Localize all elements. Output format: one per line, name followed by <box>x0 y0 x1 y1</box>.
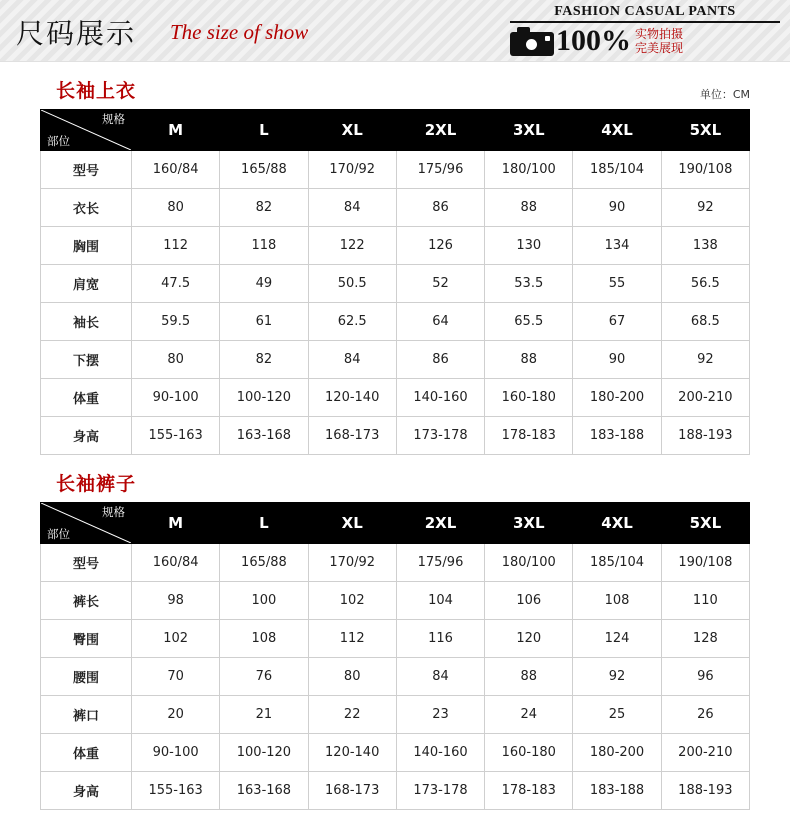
table-cell: 68.5 <box>661 303 749 341</box>
table-corner-cell <box>41 503 132 544</box>
badge-line-2: 完美展现 <box>635 41 684 55</box>
table-cell: 160/84 <box>132 151 220 189</box>
table-cell: 53.5 <box>485 265 573 303</box>
table-cell: 190/108 <box>661 544 749 582</box>
table-cell: 165/88 <box>220 151 308 189</box>
table-cell: 124 <box>573 620 661 658</box>
table-cell: 100-120 <box>220 379 308 417</box>
table-cell: 90-100 <box>132 734 220 772</box>
table-row <box>41 341 750 379</box>
table-cell: 84 <box>308 189 396 227</box>
table-cell: 168-173 <box>308 417 396 455</box>
row-label: 身高 <box>41 417 132 455</box>
table-cell: 160-180 <box>485 379 573 417</box>
section-tops <box>0 62 790 455</box>
table-cell: 20 <box>132 696 220 734</box>
page-title: 尺码展示 <box>16 17 137 50</box>
table-cell: 168-173 <box>308 772 396 810</box>
table-header-row <box>41 503 750 544</box>
table-cell: 55 <box>573 265 661 303</box>
table-cell: 108 <box>220 620 308 658</box>
table-cell: 200-210 <box>661 734 749 772</box>
row-label: 下摆 <box>41 341 132 379</box>
page-banner <box>0 0 790 62</box>
table-cell: 140-160 <box>396 734 484 772</box>
badge-line-1: 实物拍摄 <box>635 27 684 41</box>
row-label: 裤口 <box>41 696 132 734</box>
table-row <box>41 696 750 734</box>
table-cell: 26 <box>661 696 749 734</box>
table-cell: 118 <box>220 227 308 265</box>
row-label: 袖长 <box>41 303 132 341</box>
col-header-4xl: 4XL <box>573 110 661 151</box>
col-header-4xl: 4XL <box>573 503 661 544</box>
percent-label: 100% <box>556 24 631 57</box>
corner-label-part: 部位 <box>47 134 70 148</box>
table-row <box>41 544 750 582</box>
table-cell: 134 <box>573 227 661 265</box>
table-cell: 84 <box>396 658 484 696</box>
col-header-m: M <box>132 503 220 544</box>
size-table-pants <box>40 502 750 810</box>
table-cell: 70 <box>132 658 220 696</box>
table-cell: 188-193 <box>661 772 749 810</box>
table-cell: 23 <box>396 696 484 734</box>
row-label: 胸围 <box>41 227 132 265</box>
table-row <box>41 303 750 341</box>
row-label: 体重 <box>41 734 132 772</box>
table-cell: 180/100 <box>485 544 573 582</box>
table-cell: 128 <box>661 620 749 658</box>
table-cell: 82 <box>220 341 308 379</box>
table-cell: 173-178 <box>396 772 484 810</box>
col-header-3xl: 3XL <box>485 503 573 544</box>
table-header-row <box>41 110 750 151</box>
table-row <box>41 189 750 227</box>
table-cell: 92 <box>661 189 749 227</box>
table-cell: 120 <box>485 620 573 658</box>
corner-label-part: 部位 <box>47 527 70 541</box>
table-cell: 92 <box>573 658 661 696</box>
table-corner-cell <box>41 110 132 151</box>
table-cell: 180-200 <box>573 734 661 772</box>
row-label: 肩宽 <box>41 265 132 303</box>
table-cell: 82 <box>220 189 308 227</box>
col-header-5xl: 5XL <box>661 503 749 544</box>
table-cell: 106 <box>485 582 573 620</box>
table-cell: 88 <box>485 189 573 227</box>
table-cell: 188-193 <box>661 417 749 455</box>
table-row <box>41 417 750 455</box>
table-cell: 61 <box>220 303 308 341</box>
row-label: 衣长 <box>41 189 132 227</box>
table-cell: 47.5 <box>132 265 220 303</box>
banner-badge <box>510 4 780 58</box>
unit-label-tops: 单位：CM <box>699 88 750 101</box>
section-pants <box>0 455 790 810</box>
table-cell: 138 <box>661 227 749 265</box>
table-cell: 116 <box>396 620 484 658</box>
table-cell: 50.5 <box>308 265 396 303</box>
table-cell: 190/108 <box>661 151 749 189</box>
table-cell: 120-140 <box>308 379 396 417</box>
table-cell: 175/96 <box>396 544 484 582</box>
table-cell: 130 <box>485 227 573 265</box>
fashion-caption: FASHION CASUAL PANTS <box>510 4 780 23</box>
row-label: 裤长 <box>41 582 132 620</box>
section-title-tops: 长袖上衣 <box>56 80 137 102</box>
table-cell: 200-210 <box>661 379 749 417</box>
table-cell: 67 <box>573 303 661 341</box>
table-cell: 108 <box>573 582 661 620</box>
table-cell: 112 <box>308 620 396 658</box>
row-label: 身高 <box>41 772 132 810</box>
table-cell: 165/88 <box>220 544 308 582</box>
page-subtitle: The size of show <box>170 20 309 44</box>
table-cell: 92 <box>661 341 749 379</box>
table-cell: 120-140 <box>308 734 396 772</box>
table-row <box>41 734 750 772</box>
table-cell: 24 <box>485 696 573 734</box>
table-row <box>41 151 750 189</box>
table-cell: 183-188 <box>573 417 661 455</box>
table-cell: 104 <box>396 582 484 620</box>
table-cell: 56.5 <box>661 265 749 303</box>
table-cell: 98 <box>132 582 220 620</box>
col-header-l: L <box>220 503 308 544</box>
table-cell: 86 <box>396 189 484 227</box>
camera-icon <box>510 26 554 56</box>
table-cell: 180/100 <box>485 151 573 189</box>
table-cell: 126 <box>396 227 484 265</box>
table-cell: 110 <box>661 582 749 620</box>
table-cell: 84 <box>308 341 396 379</box>
table-cell: 52 <box>396 265 484 303</box>
row-label: 体重 <box>41 379 132 417</box>
table-cell: 80 <box>308 658 396 696</box>
col-header-5xl: 5XL <box>661 110 749 151</box>
table-cell: 173-178 <box>396 417 484 455</box>
corner-label-spec: 规格 <box>102 112 125 126</box>
col-header-xl: XL <box>308 110 396 151</box>
row-label: 腰围 <box>41 658 132 696</box>
table-cell: 21 <box>220 696 308 734</box>
table-cell: 49 <box>220 265 308 303</box>
row-label: 型号 <box>41 544 132 582</box>
table-row <box>41 265 750 303</box>
table-cell: 160/84 <box>132 544 220 582</box>
table-cell: 112 <box>132 227 220 265</box>
table-cell: 175/96 <box>396 151 484 189</box>
table-cell: 90 <box>573 189 661 227</box>
table-cell: 160-180 <box>485 734 573 772</box>
table-cell: 163-168 <box>220 772 308 810</box>
table-cell: 185/104 <box>573 544 661 582</box>
table-cell: 163-168 <box>220 417 308 455</box>
table-cell: 140-160 <box>396 379 484 417</box>
table-cell: 86 <box>396 341 484 379</box>
table-cell: 22 <box>308 696 396 734</box>
table-cell: 62.5 <box>308 303 396 341</box>
table-cell: 100 <box>220 582 308 620</box>
table-cell: 178-183 <box>485 417 573 455</box>
table-row <box>41 379 750 417</box>
col-header-xl: XL <box>308 503 396 544</box>
table-cell: 102 <box>132 620 220 658</box>
table-cell: 183-188 <box>573 772 661 810</box>
table-cell: 90-100 <box>132 379 220 417</box>
table-row <box>41 658 750 696</box>
table-row <box>41 772 750 810</box>
table-cell: 90 <box>573 341 661 379</box>
table-cell: 178-183 <box>485 772 573 810</box>
table-cell: 88 <box>485 658 573 696</box>
table-cell: 65.5 <box>485 303 573 341</box>
table-row <box>41 582 750 620</box>
table-cell: 80 <box>132 341 220 379</box>
section-title-pants: 长袖裤子 <box>56 473 137 495</box>
row-label: 臀围 <box>41 620 132 658</box>
table-cell: 102 <box>308 582 396 620</box>
table-cell: 88 <box>485 341 573 379</box>
size-table-tops <box>40 109 750 455</box>
table-cell: 185/104 <box>573 151 661 189</box>
table-cell: 170/92 <box>308 151 396 189</box>
table-cell: 100-120 <box>220 734 308 772</box>
col-header-l: L <box>220 110 308 151</box>
table-cell: 122 <box>308 227 396 265</box>
table-row <box>41 227 750 265</box>
table-cell: 96 <box>661 658 749 696</box>
table-cell: 80 <box>132 189 220 227</box>
table-cell: 155-163 <box>132 772 220 810</box>
table-cell: 64 <box>396 303 484 341</box>
table-cell: 170/92 <box>308 544 396 582</box>
table-cell: 25 <box>573 696 661 734</box>
table-cell: 76 <box>220 658 308 696</box>
col-header-3xl: 3XL <box>485 110 573 151</box>
table-cell: 59.5 <box>132 303 220 341</box>
row-label: 型号 <box>41 151 132 189</box>
col-header-2xl: 2XL <box>396 503 484 544</box>
table-row <box>41 620 750 658</box>
col-header-2xl: 2XL <box>396 110 484 151</box>
table-cell: 180-200 <box>573 379 661 417</box>
table-cell: 155-163 <box>132 417 220 455</box>
corner-label-spec: 规格 <box>102 505 125 519</box>
col-header-m: M <box>132 110 220 151</box>
